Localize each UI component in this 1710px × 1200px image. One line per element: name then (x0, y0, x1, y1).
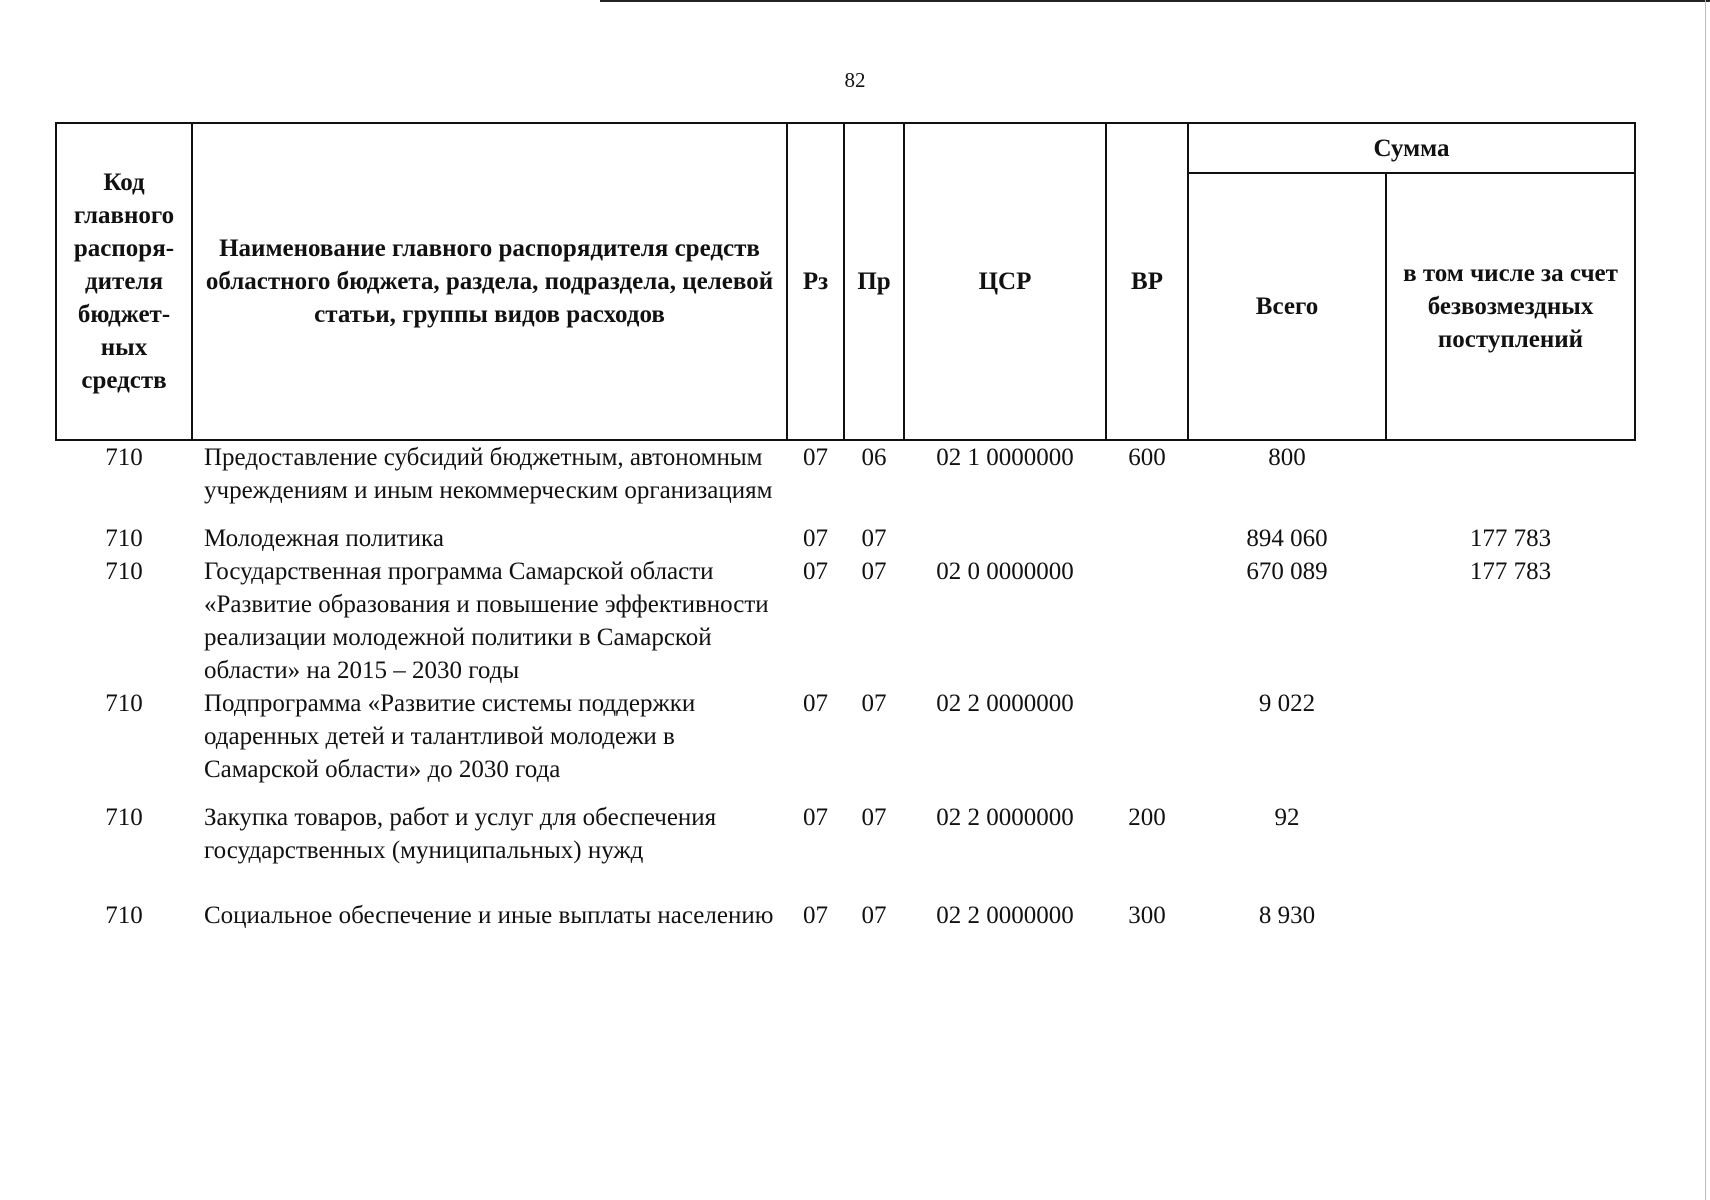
cell-vr (1106, 555, 1188, 687)
header-sum: Сумма (1188, 123, 1635, 173)
cell-name: Подпрограмма «Развитие системы поддержки одаренных детей и талантливой молодежи в Самарской области» до 2030 года (204, 690, 696, 783)
header-vr: ВР (1106, 123, 1188, 440)
cell-total: 92 (1274, 804, 1300, 831)
cell-pr: 07 (861, 902, 887, 929)
cell-name: Молодежная политика (204, 525, 444, 552)
cell-vr: 200 (1128, 804, 1166, 831)
cell-csr: 02 2 0000000 (936, 804, 1074, 831)
header-csr: ЦСР (904, 123, 1106, 440)
cell-free: 177 783 (1469, 558, 1552, 585)
cell-pr: 07 (861, 525, 887, 552)
cell-name: Социальное обеспечение и иные выплаты населению (204, 902, 774, 929)
cell-total: 894 060 (1246, 525, 1328, 552)
cell-pr: 06 (861, 444, 887, 471)
cell-rz: 07 (803, 690, 828, 717)
top-edge-rule (600, 0, 1710, 2)
table-row (56, 522, 1635, 555)
cell-code: 710 (105, 902, 143, 929)
cell-free (1386, 440, 1635, 522)
cell-rz: 07 (803, 902, 828, 929)
cell-name: Государственная программа Самарской области «Развитие образования и повышение эффективности реализации молодежной политики в Самарской области» на 2015 – 2030 годы (204, 558, 769, 684)
header-total: Всего (1188, 173, 1386, 440)
cell-free (1386, 801, 1635, 899)
cell-vr (1106, 522, 1188, 555)
table-row (56, 555, 1635, 687)
cell-csr: 02 1 0000000 (936, 444, 1074, 471)
cell-vr: 600 (1128, 444, 1166, 471)
cell-rz: 07 (803, 804, 828, 831)
cell-code: 710 (105, 525, 143, 552)
header-name: Наименование главного распорядителя средств областного бюджета, раздела, подраздела, целевой статьи, группы видов расходов (192, 123, 787, 440)
cell-free (1386, 899, 1635, 932)
cell-pr: 07 (861, 690, 887, 717)
table-row (56, 899, 1635, 932)
cell-code: 710 (105, 558, 143, 585)
cell-csr: 02 2 0000000 (936, 690, 1074, 717)
page-number: 82 (844, 68, 866, 92)
cell-code: 710 (105, 804, 143, 831)
header-free: в том числе за счет безвозмездных поступлений (1386, 173, 1635, 440)
table-row (56, 440, 1635, 522)
cell-total: 800 (1268, 444, 1306, 471)
cell-rz: 07 (803, 525, 828, 552)
cell-code: 710 (105, 444, 143, 471)
cell-csr: 02 2 0000000 (936, 902, 1074, 929)
header-code: Код главного распоря-дителя бюджет-ных средств (56, 123, 192, 440)
budget-table (55, 122, 1636, 932)
cell-csr (904, 522, 1106, 555)
table-row (56, 801, 1635, 899)
header-pr: Пр (844, 123, 904, 440)
cell-csr: 02 0 0000000 (936, 558, 1074, 585)
cell-rz: 07 (803, 444, 828, 471)
right-edge-rule (1705, 0, 1706, 1200)
cell-free: 177 783 (1469, 525, 1552, 552)
cell-rz: 07 (803, 558, 828, 585)
cell-vr (1106, 687, 1188, 801)
cell-vr: 300 (1128, 902, 1166, 929)
table-row (56, 687, 1635, 801)
cell-name: Предоставление субсидий бюджетным, автономным учреждениям и иным некоммерческим организациям (204, 444, 773, 504)
cell-free (1386, 687, 1635, 801)
cell-total: 670 089 (1246, 558, 1328, 585)
header-rz: Рз (787, 123, 844, 440)
cell-name: Закупка товаров, работ и услуг для обеспечения государственных (муниципальных) нужд (204, 804, 717, 864)
cell-pr: 07 (861, 558, 887, 585)
cell-total: 8 930 (1258, 902, 1316, 929)
cell-code: 710 (105, 690, 143, 717)
cell-pr: 07 (861, 804, 887, 831)
cell-total: 9 022 (1258, 690, 1316, 717)
